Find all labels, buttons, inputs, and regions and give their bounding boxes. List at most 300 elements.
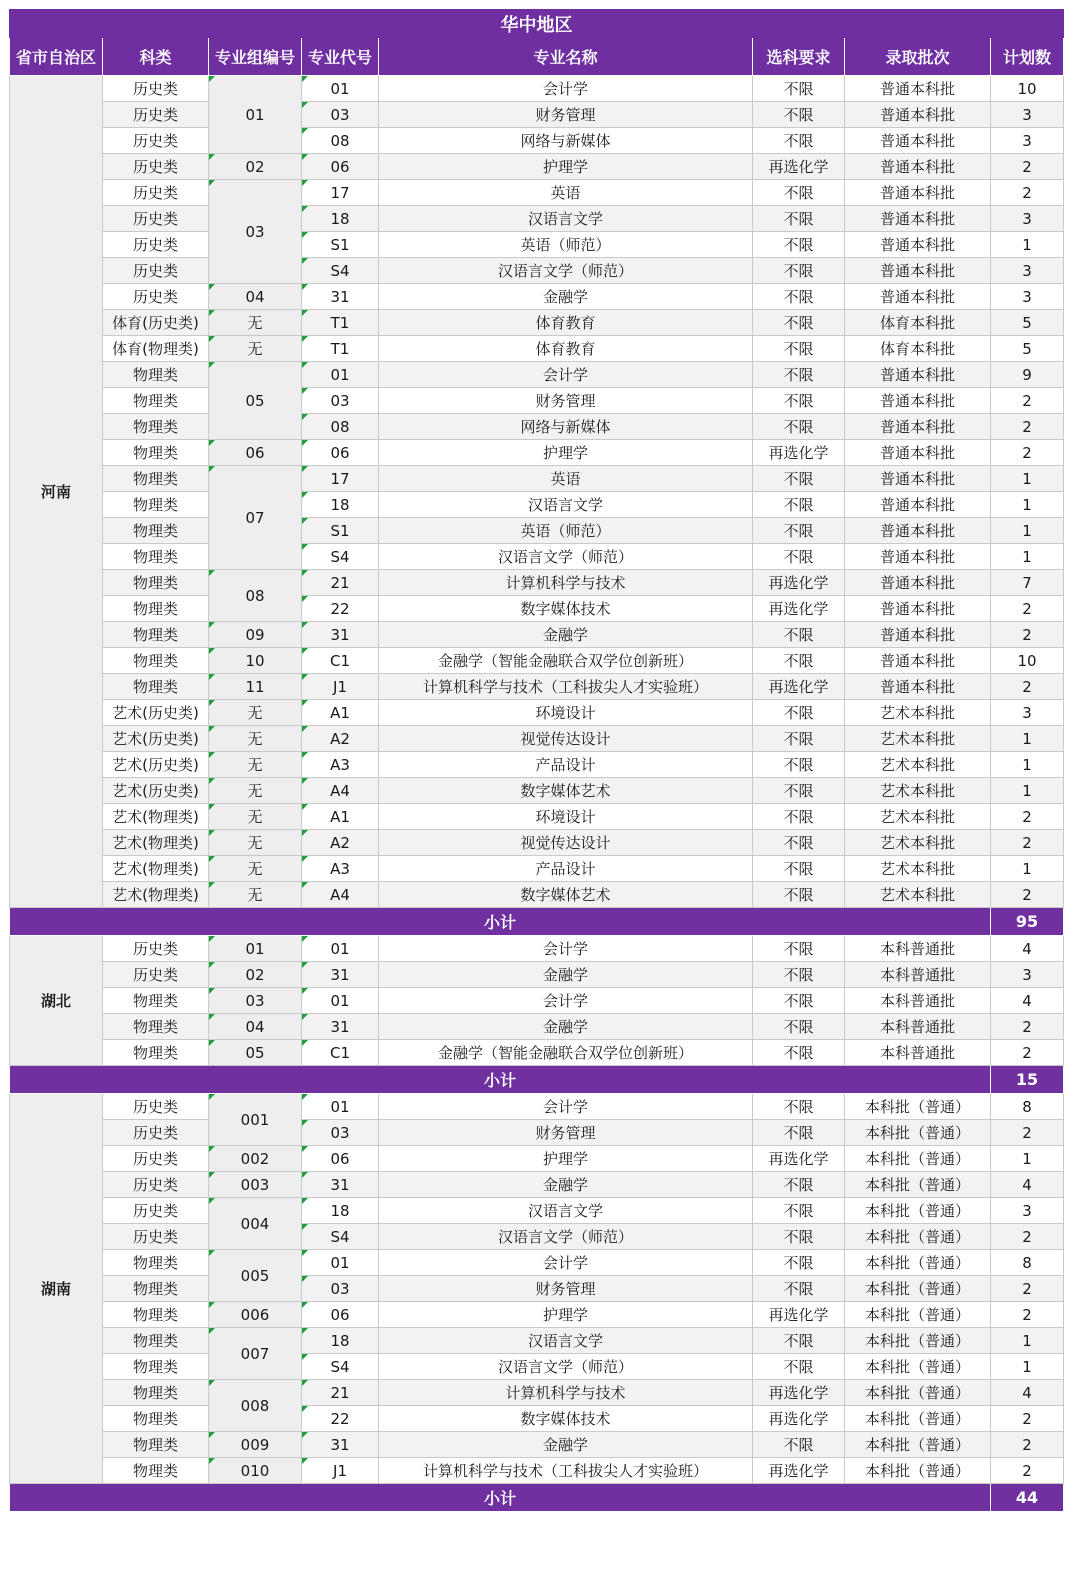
admission-batch-cell: 普通本科批 <box>845 518 991 544</box>
major-name-cell: 数字媒体技术 <box>379 596 753 622</box>
table-row <box>10 518 1064 544</box>
subject-category-cell: 体育(历史类) <box>103 310 209 336</box>
admission-batch-cell: 本科批（普通） <box>845 1250 991 1276</box>
table-row <box>10 492 1064 518</box>
major-name-cell: 金融学（智能金融联合双学位创新班） <box>379 648 753 674</box>
subtotal-row <box>10 1484 1064 1512</box>
province-cell: 湖北 <box>10 936 103 1066</box>
table-row <box>10 622 1064 648</box>
table-row <box>10 1120 1064 1146</box>
table-row <box>10 362 1064 388</box>
plan-count-cell: 1 <box>991 856 1064 882</box>
subject-requirement-cell: 不限 <box>753 310 845 336</box>
table-row <box>10 1276 1064 1302</box>
admission-batch-cell: 本科批（普通） <box>845 1172 991 1198</box>
subject-requirement-cell: 不限 <box>753 1014 845 1040</box>
admission-batch-cell: 普通本科批 <box>845 544 991 570</box>
major-name-cell: 会计学 <box>379 936 753 962</box>
major-name-cell: 汉语言文学 <box>379 206 753 232</box>
group-number-cell: 01 <box>209 76 302 154</box>
admission-batch-cell: 本科普通批 <box>845 1014 991 1040</box>
subject-requirement-cell: 不限 <box>753 336 845 362</box>
table-row <box>10 154 1064 180</box>
major-name-cell: 汉语言文学 <box>379 1328 753 1354</box>
table-row <box>10 882 1064 908</box>
admission-batch-cell: 普通本科批 <box>845 232 991 258</box>
table-row <box>10 596 1064 622</box>
plan-count-cell: 1 <box>991 232 1064 258</box>
subject-category-cell: 物理类 <box>103 1328 209 1354</box>
admission-batch-cell: 本科批（普通） <box>845 1276 991 1302</box>
major-code-cell: 18 <box>302 206 379 232</box>
group-number-cell: 006 <box>209 1302 302 1328</box>
table-row <box>10 988 1064 1014</box>
plan-count-cell: 2 <box>991 1040 1064 1066</box>
major-code-cell: 01 <box>302 1094 379 1120</box>
subject-requirement-cell: 再选化学 <box>753 1458 845 1484</box>
major-name-cell: 网络与新媒体 <box>379 128 753 154</box>
subtotal-row <box>10 1066 1064 1094</box>
subject-category-cell: 历史类 <box>103 258 209 284</box>
subtotal-label: 小计 <box>10 908 991 936</box>
admission-batch-cell: 艺术本科批 <box>845 752 991 778</box>
major-name-cell: 英语 <box>379 466 753 492</box>
major-name-cell: 视觉传达设计 <box>379 830 753 856</box>
table-row <box>10 804 1064 830</box>
subject-requirement-cell: 再选化学 <box>753 596 845 622</box>
plan-count-cell: 7 <box>991 570 1064 596</box>
subject-requirement-cell: 不限 <box>753 180 845 206</box>
major-name-cell: 网络与新媒体 <box>379 414 753 440</box>
major-code-cell: 08 <box>302 128 379 154</box>
subject-category-cell: 物理类 <box>103 622 209 648</box>
major-name-cell: 金融学 <box>379 622 753 648</box>
major-code-cell: S4 <box>302 1224 379 1250</box>
subject-category-cell: 历史类 <box>103 1146 209 1172</box>
admission-batch-cell: 艺术本科批 <box>845 856 991 882</box>
subject-requirement-cell: 不限 <box>753 1172 845 1198</box>
group-number-cell: 无 <box>209 804 302 830</box>
subject-category-cell: 物理类 <box>103 1250 209 1276</box>
subject-requirement-cell: 不限 <box>753 1250 845 1276</box>
major-code-cell: 18 <box>302 1198 379 1224</box>
major-name-cell: 计算机科学与技术 <box>379 1380 753 1406</box>
plan-count-cell: 2 <box>991 154 1064 180</box>
major-name-cell: 金融学 <box>379 962 753 988</box>
table-row <box>10 936 1064 962</box>
admission-batch-cell: 本科批（普通） <box>845 1432 991 1458</box>
admission-batch-cell: 普通本科批 <box>845 648 991 674</box>
major-code-cell: 01 <box>302 936 379 962</box>
plan-count-cell: 3 <box>991 700 1064 726</box>
plan-count-cell: 2 <box>991 388 1064 414</box>
admission-batch-cell: 普通本科批 <box>845 180 991 206</box>
group-number-cell: 无 <box>209 856 302 882</box>
group-number-cell: 无 <box>209 726 302 752</box>
major-name-cell: 护理学 <box>379 154 753 180</box>
major-name-cell: 计算机科学与技术（工科拔尖人才实验班） <box>379 1458 753 1484</box>
major-name-cell: 体育教育 <box>379 310 753 336</box>
subject-requirement-cell: 不限 <box>753 804 845 830</box>
subject-requirement-cell: 不限 <box>753 936 845 962</box>
major-code-cell: A3 <box>302 856 379 882</box>
plan-count-cell: 10 <box>991 648 1064 674</box>
admission-batch-cell: 普通本科批 <box>845 128 991 154</box>
major-code-cell: 18 <box>302 492 379 518</box>
table-row <box>10 1172 1064 1198</box>
region-title: 华中地区 <box>10 10 1064 38</box>
subject-category-cell: 物理类 <box>103 648 209 674</box>
plan-count-cell: 4 <box>991 1172 1064 1198</box>
plan-count-cell: 1 <box>991 752 1064 778</box>
major-code-cell: J1 <box>302 674 379 700</box>
subject-requirement-cell: 不限 <box>753 882 845 908</box>
table-row <box>10 258 1064 284</box>
admission-batch-cell: 本科批（普通） <box>845 1094 991 1120</box>
subject-category-cell: 艺术(物理类) <box>103 856 209 882</box>
major-code-cell: 03 <box>302 1120 379 1146</box>
major-name-cell: 金融学 <box>379 1432 753 1458</box>
admission-batch-cell: 普通本科批 <box>845 388 991 414</box>
major-code-cell: A1 <box>302 804 379 830</box>
subject-requirement-cell: 不限 <box>753 1224 845 1250</box>
admission-batch-cell: 普通本科批 <box>845 440 991 466</box>
group-number-cell: 001 <box>209 1094 302 1146</box>
subject-category-cell: 物理类 <box>103 1354 209 1380</box>
table-row <box>10 1224 1064 1250</box>
table-row <box>10 1198 1064 1224</box>
group-number-cell: 008 <box>209 1380 302 1432</box>
subject-category-cell: 物理类 <box>103 388 209 414</box>
table-row <box>10 830 1064 856</box>
admission-batch-cell: 本科普通批 <box>845 936 991 962</box>
subject-category-cell: 物理类 <box>103 1302 209 1328</box>
major-name-cell: 汉语言文学（师范） <box>379 1354 753 1380</box>
subject-requirement-cell: 不限 <box>753 362 845 388</box>
subject-requirement-cell: 不限 <box>753 856 845 882</box>
subject-category-cell: 物理类 <box>103 674 209 700</box>
plan-count-cell: 1 <box>991 1354 1064 1380</box>
group-number-cell: 07 <box>209 466 302 570</box>
plan-count-cell: 2 <box>991 414 1064 440</box>
subject-requirement-cell: 不限 <box>753 988 845 1014</box>
group-number-cell: 02 <box>209 962 302 988</box>
subject-category-cell: 历史类 <box>103 962 209 988</box>
plan-count-cell: 4 <box>991 1380 1064 1406</box>
subject-category-cell: 物理类 <box>103 362 209 388</box>
table-row <box>10 102 1064 128</box>
subject-category-cell: 历史类 <box>103 232 209 258</box>
subject-requirement-cell: 不限 <box>753 752 845 778</box>
subject-category-cell: 历史类 <box>103 154 209 180</box>
group-number-cell: 007 <box>209 1328 302 1380</box>
plan-count-cell: 3 <box>991 962 1064 988</box>
subject-category-cell: 历史类 <box>103 1120 209 1146</box>
plan-count-cell: 4 <box>991 936 1064 962</box>
subject-category-cell: 物理类 <box>103 1458 209 1484</box>
subject-category-cell: 物理类 <box>103 1432 209 1458</box>
subject-category-cell: 体育(物理类) <box>103 336 209 362</box>
group-number-cell: 03 <box>209 180 302 284</box>
plan-count-cell: 8 <box>991 1250 1064 1276</box>
plan-count-cell: 2 <box>991 674 1064 700</box>
group-number-cell: 10 <box>209 648 302 674</box>
group-number-cell: 09 <box>209 622 302 648</box>
subject-category-cell: 历史类 <box>103 936 209 962</box>
subject-requirement-cell: 再选化学 <box>753 1380 845 1406</box>
table-row <box>10 1458 1064 1484</box>
plan-count-cell: 1 <box>991 466 1064 492</box>
subject-category-cell: 历史类 <box>103 1172 209 1198</box>
subject-requirement-cell: 不限 <box>753 700 845 726</box>
group-number-cell: 02 <box>209 154 302 180</box>
header-row <box>10 38 1064 76</box>
major-name-cell: 英语 <box>379 180 753 206</box>
subject-category-cell: 历史类 <box>103 102 209 128</box>
subject-requirement-cell: 不限 <box>753 258 845 284</box>
table-row <box>10 962 1064 988</box>
major-name-cell: 数字媒体技术 <box>379 1406 753 1432</box>
admission-batch-cell: 普通本科批 <box>845 258 991 284</box>
subject-category-cell: 物理类 <box>103 466 209 492</box>
subject-category-cell: 物理类 <box>103 544 209 570</box>
major-name-cell: 会计学 <box>379 76 753 102</box>
admission-batch-cell: 普通本科批 <box>845 622 991 648</box>
major-name-cell: 计算机科学与技术（工科拔尖人才实验班） <box>379 674 753 700</box>
major-name-cell: 汉语言文学（师范） <box>379 544 753 570</box>
subject-requirement-cell: 不限 <box>753 1040 845 1066</box>
plan-count-cell: 5 <box>991 336 1064 362</box>
group-number-cell: 004 <box>209 1198 302 1250</box>
plan-count-cell: 1 <box>991 1146 1064 1172</box>
plan-count-cell: 9 <box>991 362 1064 388</box>
group-number-cell: 05 <box>209 1040 302 1066</box>
group-number-cell: 04 <box>209 1014 302 1040</box>
major-code-cell: 06 <box>302 1146 379 1172</box>
subject-requirement-cell: 不限 <box>753 830 845 856</box>
subject-category-cell: 艺术(历史类) <box>103 752 209 778</box>
major-code-cell: A4 <box>302 882 379 908</box>
table-row <box>10 856 1064 882</box>
admission-batch-cell: 普通本科批 <box>845 466 991 492</box>
subtotal-label: 小计 <box>10 1484 991 1512</box>
major-code-cell: 01 <box>302 1250 379 1276</box>
subject-requirement-cell: 不限 <box>753 778 845 804</box>
plan-count-cell: 1 <box>991 1328 1064 1354</box>
major-name-cell: 数字媒体艺术 <box>379 882 753 908</box>
table-row <box>10 128 1064 154</box>
plan-count-cell: 2 <box>991 1302 1064 1328</box>
admission-batch-cell: 体育本科批 <box>845 336 991 362</box>
admission-batch-cell: 普通本科批 <box>845 596 991 622</box>
region-title-row <box>10 10 1064 38</box>
table-row <box>10 1146 1064 1172</box>
major-code-cell: 31 <box>302 284 379 310</box>
table-row <box>10 440 1064 466</box>
subject-requirement-cell: 不限 <box>753 492 845 518</box>
plan-count-cell: 2 <box>991 804 1064 830</box>
group-number-cell: 01 <box>209 936 302 962</box>
major-name-cell: 体育教育 <box>379 336 753 362</box>
subject-category-cell: 物理类 <box>103 414 209 440</box>
subject-category-cell: 物理类 <box>103 988 209 1014</box>
plan-count-cell: 2 <box>991 1406 1064 1432</box>
admission-batch-cell: 普通本科批 <box>845 284 991 310</box>
subject-requirement-cell: 不限 <box>753 1276 845 1302</box>
major-code-cell: 18 <box>302 1328 379 1354</box>
admission-batch-cell: 本科批（普通） <box>845 1354 991 1380</box>
subject-requirement-cell: 不限 <box>753 622 845 648</box>
major-code-cell: 06 <box>302 1302 379 1328</box>
subject-category-cell: 艺术(历史类) <box>103 778 209 804</box>
major-code-cell: A3 <box>302 752 379 778</box>
admission-batch-cell: 本科批（普通） <box>845 1302 991 1328</box>
major-code-cell: A2 <box>302 726 379 752</box>
admission-batch-cell: 本科普通批 <box>845 988 991 1014</box>
major-code-cell: 21 <box>302 570 379 596</box>
table-row <box>10 674 1064 700</box>
major-name-cell: 汉语言文学 <box>379 492 753 518</box>
subject-category-cell: 物理类 <box>103 1276 209 1302</box>
table-row <box>10 726 1064 752</box>
major-code-cell: 17 <box>302 180 379 206</box>
plan-count-cell: 3 <box>991 1198 1064 1224</box>
subtotal-label: 小计 <box>10 1066 991 1094</box>
major-name-cell: 护理学 <box>379 1146 753 1172</box>
plan-count-cell: 3 <box>991 258 1064 284</box>
subject-requirement-cell: 不限 <box>753 388 845 414</box>
subject-requirement-cell: 不限 <box>753 1432 845 1458</box>
major-name-cell: 产品设计 <box>379 856 753 882</box>
admission-batch-cell: 本科批（普通） <box>845 1458 991 1484</box>
major-code-cell: 06 <box>302 154 379 180</box>
admission-batch-cell: 本科批（普通） <box>845 1224 991 1250</box>
major-code-cell: S4 <box>302 1354 379 1380</box>
plan-count-cell: 3 <box>991 284 1064 310</box>
subject-category-cell: 历史类 <box>103 206 209 232</box>
subject-requirement-cell: 不限 <box>753 518 845 544</box>
subject-category-cell: 物理类 <box>103 440 209 466</box>
header-plan-count: 计划数 <box>991 38 1064 76</box>
subject-category-cell: 物理类 <box>103 518 209 544</box>
admission-batch-cell: 艺术本科批 <box>845 804 991 830</box>
subject-requirement-cell: 不限 <box>753 284 845 310</box>
major-code-cell: S4 <box>302 258 379 284</box>
table-row <box>10 752 1064 778</box>
major-code-cell: C1 <box>302 648 379 674</box>
group-number-cell: 002 <box>209 1146 302 1172</box>
subject-category-cell: 艺术(历史类) <box>103 726 209 752</box>
plan-count-cell: 5 <box>991 310 1064 336</box>
major-code-cell: A2 <box>302 830 379 856</box>
plan-count-cell: 10 <box>991 76 1064 102</box>
subtotal-value: 44 <box>991 1484 1064 1512</box>
group-number-cell: 06 <box>209 440 302 466</box>
table-row <box>10 388 1064 414</box>
subject-category-cell: 物理类 <box>103 1014 209 1040</box>
subject-requirement-cell: 再选化学 <box>753 154 845 180</box>
plan-count-cell: 1 <box>991 492 1064 518</box>
table-row <box>10 570 1064 596</box>
subject-category-cell: 历史类 <box>103 128 209 154</box>
table-row <box>10 1014 1064 1040</box>
subject-category-cell: 物理类 <box>103 1380 209 1406</box>
plan-count-cell: 2 <box>991 882 1064 908</box>
table-row <box>10 778 1064 804</box>
admission-batch-cell: 本科批（普通） <box>845 1406 991 1432</box>
major-code-cell: 03 <box>302 388 379 414</box>
group-number-cell: 03 <box>209 988 302 1014</box>
group-number-cell: 无 <box>209 752 302 778</box>
group-number-cell: 无 <box>209 336 302 362</box>
subject-category-cell: 历史类 <box>103 1198 209 1224</box>
major-code-cell: 31 <box>302 622 379 648</box>
plan-count-cell: 2 <box>991 596 1064 622</box>
subject-category-cell: 物理类 <box>103 1040 209 1066</box>
table-row <box>10 310 1064 336</box>
major-code-cell: 31 <box>302 1014 379 1040</box>
plan-count-cell: 2 <box>991 1458 1064 1484</box>
subject-category-cell: 历史类 <box>103 1094 209 1120</box>
subject-category-cell: 艺术(历史类) <box>103 700 209 726</box>
major-name-cell: 汉语言文学（师范） <box>379 1224 753 1250</box>
major-code-cell: J1 <box>302 1458 379 1484</box>
admission-batch-cell: 普通本科批 <box>845 674 991 700</box>
table-row <box>10 1250 1064 1276</box>
subtotal-row <box>10 908 1064 936</box>
table-row <box>10 414 1064 440</box>
admission-batch-cell: 本科批（普通） <box>845 1198 991 1224</box>
major-code-cell: 03 <box>302 102 379 128</box>
group-number-cell: 009 <box>209 1432 302 1458</box>
plan-count-cell: 2 <box>991 1432 1064 1458</box>
plan-count-cell: 2 <box>991 180 1064 206</box>
admission-batch-cell: 体育本科批 <box>845 310 991 336</box>
major-name-cell: 视觉传达设计 <box>379 726 753 752</box>
major-name-cell: 环境设计 <box>379 700 753 726</box>
major-name-cell: 财务管理 <box>379 1120 753 1146</box>
table-row <box>10 232 1064 258</box>
major-code-cell: 21 <box>302 1380 379 1406</box>
major-code-cell: T1 <box>302 336 379 362</box>
major-name-cell: 产品设计 <box>379 752 753 778</box>
admission-batch-cell: 普通本科批 <box>845 76 991 102</box>
plan-count-cell: 2 <box>991 440 1064 466</box>
group-number-cell: 无 <box>209 882 302 908</box>
header-major-code: 专业代号 <box>302 38 379 76</box>
admission-batch-cell: 本科普通批 <box>845 962 991 988</box>
header-admission-batch: 录取批次 <box>845 38 991 76</box>
major-code-cell: 22 <box>302 1406 379 1432</box>
subject-requirement-cell: 不限 <box>753 962 845 988</box>
admission-batch-cell: 普通本科批 <box>845 362 991 388</box>
province-cell: 河南 <box>10 76 103 908</box>
major-name-cell: 数字媒体艺术 <box>379 778 753 804</box>
province-cell: 湖南 <box>10 1094 103 1484</box>
admission-batch-cell: 普通本科批 <box>845 206 991 232</box>
major-code-cell: 22 <box>302 596 379 622</box>
admission-batch-cell: 本科批（普通） <box>845 1120 991 1146</box>
plan-count-cell: 3 <box>991 102 1064 128</box>
admission-batch-cell: 艺术本科批 <box>845 778 991 804</box>
major-name-cell: 会计学 <box>379 362 753 388</box>
group-number-cell: 010 <box>209 1458 302 1484</box>
plan-count-cell: 2 <box>991 830 1064 856</box>
group-number-cell: 005 <box>209 1250 302 1302</box>
admission-batch-cell: 本科批（普通） <box>845 1328 991 1354</box>
group-number-cell: 04 <box>209 284 302 310</box>
subject-requirement-cell: 不限 <box>753 1198 845 1224</box>
